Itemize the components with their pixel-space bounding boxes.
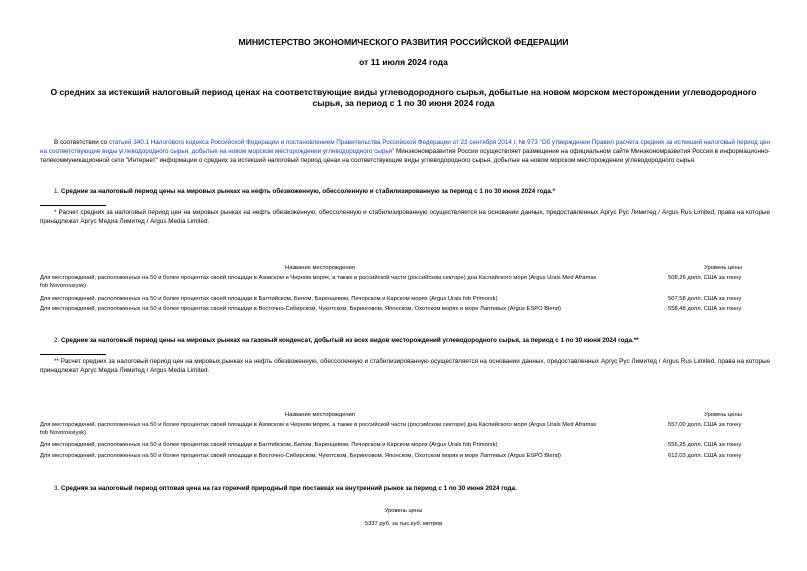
deposit-price: 557,00 долл. США за тонну [668,422,742,428]
section-2-footnote: ** Расчет средних за налоговый период цен на мировых рынках на нефть обезвоженную, обессоленную и стабилизированную осуществляется на основании данных, предоставленных Аргус Рус Лимитед / Argus Rus Limited, права на которые принадлежат Аргус Медиа Лимитед / Argus Media Limited. [40,358,770,374]
section-3-price-value: 5337 руб. за тыс.куб. метров [364,521,443,527]
deposit-name: Для месторождений, расположенных на 50 и более процентах своей площади в Азовском и Черном морях, а также в российской части (российском секторе) дна Каспийского моря (Argus Urals Med Aframax fob Novorossiysk) [40,422,597,436]
section-3-heading [54,484,774,493]
deposit-price: 508,26 долл. США за тонну [668,275,742,281]
section-3-text: Средняя за налоговый период оптовая цена на газ горючий природный при поставках на внутренний рынок за период с 1 по 30 июня 2024 года. [61,485,517,492]
section-2-table-header [40,411,770,420]
column-header-name: Название месторождения [285,265,355,271]
deposit-price: 507,58 долл. США за тонну [668,296,742,302]
deposit-name: Для месторождений, расположенных на 50 и более процентах своей площади в Балтийском, Белом, Баренцевом, Печорском и Карском морях (Argus Urals fob Primorsk) [40,296,498,302]
deposit-price: 612,03 долл. США за тонну [668,453,742,459]
ministry-heading: МИНИСТЕРСТВО ЭКОНОМИЧЕСКОГО РАЗВИТИЯ РОССИЙСКОЙ ФЕДЕРАЦИИ [238,37,569,47]
section-1-footnote: * Расчет средних за налоговый период цен на мировых рынках на нефть обезвоженную, обессоленную и стабилизированную осуществляется на основании данных, предоставленных Аргус Рус Лимитед / Argus Rus Limited, права на которые принадлежат Аргус Медиа Лимитед / Argus Media Limited. [40,209,770,225]
column-header-price: Уровень цены [704,412,742,418]
deposit-name: Для месторождений, расположенных на 50 и более процентах своей площади в Восточно-Сибирском, Чукотском, Беринговом, Японском, Охотском морях и море Лаптевых (Argus ESPO Blend) [40,453,561,459]
section-3-number: 3. [54,485,62,492]
section-2-text: Средние за налоговый период цены на мировых рынках на газовый конденсат, добытый из всех видов месторождений углеводородного сырья, за период с 1 по 30 июня 2024 года.** [61,337,639,344]
section-2-heading [54,336,774,345]
column-header-name: Название месторождения [285,412,355,418]
section-2-number: 2. [54,337,62,344]
deposit-price: 558,48 долл. США за тонну [668,306,742,312]
footnote-divider [40,354,106,355]
section-1-text: Средние за налоговый период цены на мировых рынках на нефть обезвоженную, обессоленную и стабилизированную за период с 1 по 30 июня 2024 года.* [61,188,556,195]
intro-suffix: Минэкономразвития России осуществляет размещение на официальном сайте Минэкономразвития России в информационно-телекоммуникационной сети "Интернет" информации о средних за истекший налоговый период ценах на соответствующие виды углеводородного сырья, добытые на новом морском месторождении углеводородного сырья. [40,148,770,164]
column-header-price: Уровень цены [704,265,742,271]
document-title-line1: О средних за истекший налоговый период ценах на соответствующие виды углеводородного сырья, добытые на новом морском месторождении углеводородного [50,87,757,97]
section-3-price-header: Уровень цены [384,508,423,514]
section-1-table-header [40,264,770,273]
intro-prefix: В соответствии со [54,139,109,146]
deposit-name: Для месторождений, расположенных на 50 и более процентах своей площади в Восточно-Сибирском, Чукотском, Беринговом, Японском, Охотском морях и море Лаптевых (Argus ESPO Blend) [40,306,561,312]
legal-basis-link[interactable]: статьей 340.1 Налогового кодекса Российской Федерации и постановлением Правительства Российской Федерации от 23 сентября 2014 г. № 973 "Об утверждении Правил расчета средних за истекший налоговый период цен на соответствующие виды углеводородного сырья, добытые на новом морском месторождении углеводородного сырья" [40,139,771,155]
deposit-price: 556,25 долл. США за тонну [668,442,742,448]
intro-paragraph [40,138,770,165]
section-1-number: 1. [54,188,62,195]
document-date: от 11 июля 2024 года [359,57,448,67]
footnote-divider [40,205,106,206]
deposit-name: Для месторождений, расположенных на 50 и более процентах своей площади в Азовском и Черном морях, а также в российской части (российском секторе) дна Каспийского моря (Argus Urals Med Aframax fob Novorossiysk) [40,275,597,289]
document-title-line2: сырья, за период с 1 по 30 июня 2024 года [312,98,495,108]
document-title [30,87,777,109]
section-1-heading [54,187,774,196]
deposit-name: Для месторождений, расположенных на 50 и более процентах своей площади в Балтийском, Белом, Баренцевом, Печорском и Карском морях (Argus Urals fob Primorsk) [40,442,498,448]
